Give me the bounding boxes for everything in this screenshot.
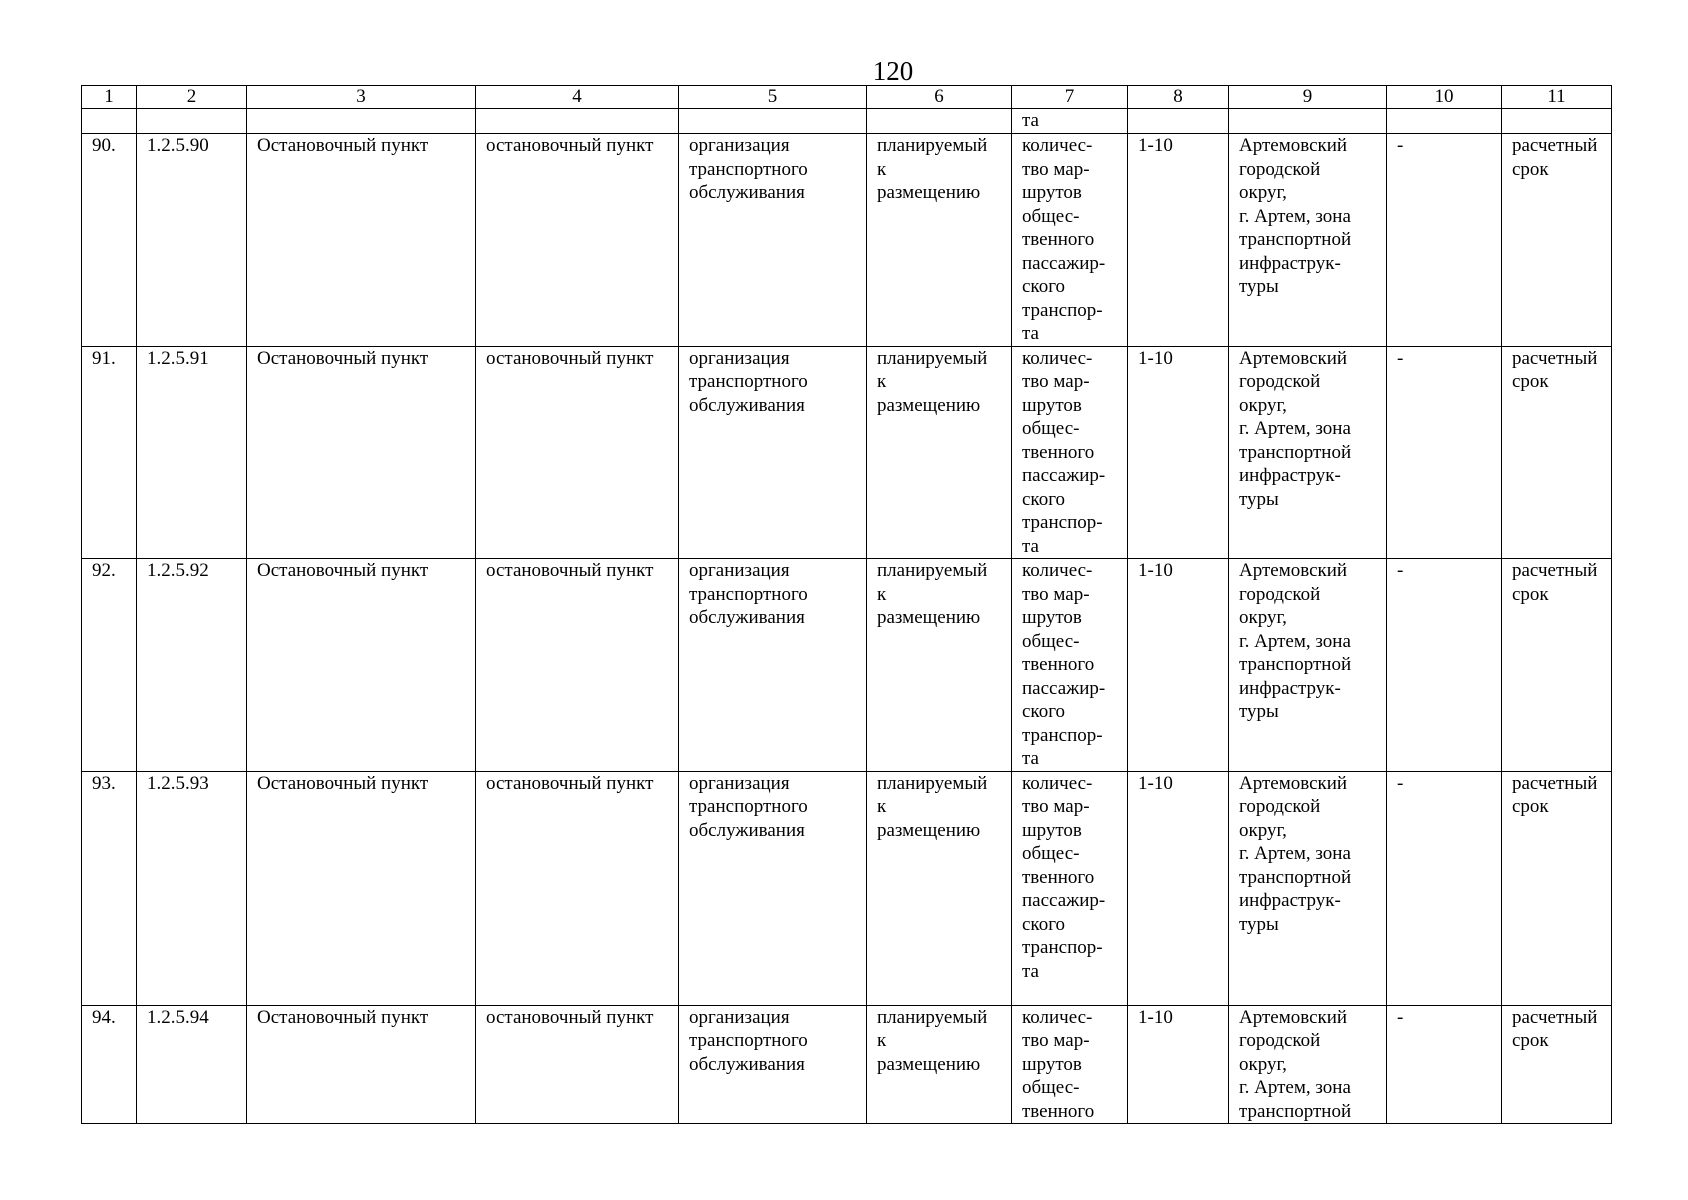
object-status-cell: планируемый к размещению [867,346,1012,559]
table-row [82,559,1612,772]
object-name-cell: Остановочный пункт [247,1005,476,1124]
value-cell: 1-10 [1128,559,1229,772]
table-cell [137,109,247,134]
object-code-cell: 1.2.5.90 [137,134,247,347]
location-cell: Артемовский городской округ, г. Артем, зона транспортной инфраструк- туры [1229,134,1387,347]
object-type-cell: остановочный пункт [476,346,679,559]
table-row [82,1005,1612,1124]
column-number-header-row [82,86,1612,109]
zone-cell: - [1387,1005,1502,1124]
page-number: 120 [872,56,914,86]
row-number-cell: 92. [82,559,137,772]
table-cell [1387,109,1502,134]
object-name-cell: Остановочный пункт [247,771,476,1005]
object-name-cell: Остановочный пункт [247,134,476,347]
row-number-cell: 94. [82,1005,137,1124]
object-type-cell: остановочный пункт [476,134,679,347]
zone-cell: - [1387,134,1502,347]
table-row [82,346,1612,559]
zone-cell: - [1387,559,1502,772]
table-cell [1229,109,1387,134]
zone-cell: - [1387,346,1502,559]
table-row [82,134,1612,347]
term-cell: расчетный срок [1502,134,1612,347]
continuation-row [82,109,1612,134]
column-header: 5 [679,86,867,109]
value-cell: 1-10 [1128,771,1229,1005]
table-cell [1128,109,1229,134]
location-cell: Артемовский городской округ, г. Артем, зона транспортной инфраструк- туры [1229,771,1387,1005]
column-header: 9 [1229,86,1387,109]
term-cell: расчетный срок [1502,771,1612,1005]
object-code-cell: 1.2.5.91 [137,346,247,559]
object-purpose-cell: организация транспортного обслуживания [679,559,867,772]
object-status-cell: планируемый к размещению [867,1005,1012,1124]
table-cell [476,109,679,134]
column-header: 11 [1502,86,1612,109]
characteristic-cell: количес- тво мар- шрутов общес- твенного [1012,1005,1128,1124]
object-type-cell: остановочный пункт [476,559,679,772]
term-cell: расчетный срок [1502,559,1612,772]
object-type-cell: остановочный пункт [476,771,679,1005]
table-cell [679,109,867,134]
location-cell: Артемовский городской округ, г. Артем, зона транспортной [1229,1005,1387,1124]
object-type-cell: остановочный пункт [476,1005,679,1124]
characteristic-cell: количес- тво мар- шрутов общес- твенного пассажир- ского транспор- та [1012,134,1128,347]
table-cell [247,109,476,134]
object-purpose-cell: организация транспортного обслуживания [679,1005,867,1124]
characteristic-cell: количес- тво мар- шрутов общес- твенного пассажир- ского транспор- та [1012,346,1128,559]
object-code-cell: 1.2.5.93 [137,771,247,1005]
object-purpose-cell: организация транспортного обслуживания [679,346,867,559]
object-name-cell: Остановочный пункт [247,559,476,772]
object-purpose-cell: организация транспортного обслуживания [679,134,867,347]
table-cell: та [1012,109,1128,134]
object-status-cell: планируемый к размещению [867,134,1012,347]
characteristic-cell: количес- тво мар- шрутов общес- твенного пассажир- ского транспор- та [1012,771,1128,1005]
term-cell: расчетный срок [1502,1005,1612,1124]
zone-cell: - [1387,771,1502,1005]
column-header: 3 [247,86,476,109]
term-cell: расчетный срок [1502,346,1612,559]
object-code-cell: 1.2.5.94 [137,1005,247,1124]
table-cell [867,109,1012,134]
characteristic-cell: количес- тво мар- шрутов общес- твенного пассажир- ского транспор- та [1012,559,1128,772]
value-cell: 1-10 [1128,1005,1229,1124]
row-number-cell: 91. [82,346,137,559]
document-table [81,85,1612,1124]
column-header: 1 [82,86,137,109]
table-row [82,771,1612,1005]
column-header: 2 [137,86,247,109]
row-number-cell: 93. [82,771,137,1005]
column-header: 7 [1012,86,1128,109]
location-cell: Артемовский городской округ, г. Артем, зона транспортной инфраструк- туры [1229,559,1387,772]
object-purpose-cell: организация транспортного обслуживания [679,771,867,1005]
object-status-cell: планируемый к размещению [867,559,1012,772]
row-number-cell: 90. [82,134,137,347]
column-header: 6 [867,86,1012,109]
object-code-cell: 1.2.5.92 [137,559,247,772]
object-name-cell: Остановочный пункт [247,346,476,559]
column-header: 10 [1387,86,1502,109]
location-cell: Артемовский городской округ, г. Артем, зона транспортной инфраструк- туры [1229,346,1387,559]
value-cell: 1-10 [1128,346,1229,559]
object-status-cell: планируемый к размещению [867,771,1012,1005]
value-cell: 1-10 [1128,134,1229,347]
table-cell [82,109,137,134]
column-header: 8 [1128,86,1229,109]
table-cell [1502,109,1612,134]
column-header: 4 [476,86,679,109]
